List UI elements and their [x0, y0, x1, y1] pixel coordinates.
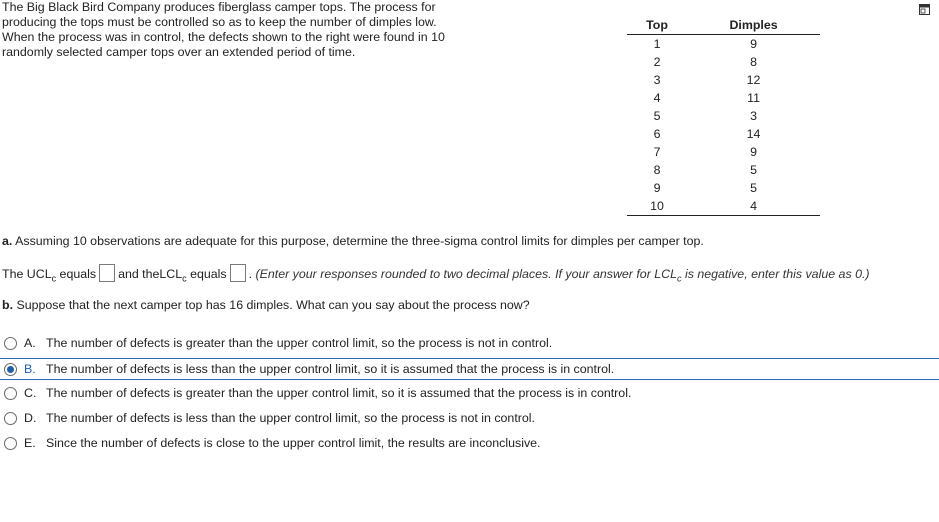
table-row	[627, 35, 820, 54]
ucl-label: The UCL	[2, 267, 52, 281]
table-row	[627, 125, 820, 143]
option-e[interactable]	[0, 433, 939, 455]
option-letter: B.	[24, 362, 36, 376]
lcl-subscript: c	[182, 273, 187, 284]
cell-top: 8	[653, 163, 661, 177]
table-row	[627, 53, 820, 71]
cell-dimples: 4	[687, 197, 820, 216]
option-text: Since the number of defects is close to the upper control limit, the results are inconclusive.	[46, 436, 541, 450]
ucl-equals: equals	[59, 267, 97, 281]
cell-dimples: 5	[750, 163, 757, 177]
cell-dimples: 8	[750, 55, 757, 69]
part-a-label: a.	[2, 234, 13, 248]
cell-dimples: 11	[747, 91, 760, 105]
cell-dimples: 12	[746, 73, 761, 87]
cell-dimples: 5	[750, 181, 757, 195]
column-header-dimples: Dimples	[687, 16, 820, 35]
ucl-subscript: c	[51, 273, 57, 284]
option-letter: A.	[24, 336, 36, 350]
cell-top: 9	[653, 181, 661, 195]
cell-top: 10	[627, 197, 687, 216]
cell-top: 6	[653, 127, 661, 141]
cell-top: 1	[653, 37, 661, 51]
table-row	[627, 197, 820, 216]
answer-line: The $UCL_c$ equals and theLCL$_c$ equals . (Enter your responses rounded to two decimal places. If your answer for $LCL_c$ is negative, enter this value as 0.)	[2, 264, 870, 283]
cell-top: 7	[653, 145, 661, 159]
column-header-top: Top	[627, 16, 687, 35]
option-a[interactable]	[0, 333, 939, 355]
cell-dimples: 9	[750, 37, 757, 51]
table-header-row	[627, 16, 820, 35]
option-text: The number of defects is less than the upper control limit, so it is assumed that the process is in control.	[46, 362, 615, 376]
cell-dimples: 14	[746, 127, 761, 141]
answer-hint: (Enter your responses rounded to two decimal places. If your answer for $LCL_c$ is negative, enter this value as 0.)	[255, 267, 870, 284]
lcl-input[interactable]	[230, 264, 246, 282]
radio-button[interactable]	[4, 437, 17, 450]
option-b[interactable]	[0, 358, 939, 380]
table-row	[627, 89, 820, 107]
option-letter: C.	[24, 386, 37, 400]
radio-button[interactable]	[4, 387, 17, 400]
part-b-label: b.	[2, 298, 14, 312]
dimples-table	[627, 16, 820, 216]
radio-button[interactable]	[4, 363, 17, 376]
part-a-text: Assuming 10 observations are adequate for this purpose, determine the three-sigma control limits for dimples per camper top.	[15, 234, 704, 248]
lcl-equals: equals	[190, 267, 227, 281]
table-row	[627, 143, 820, 161]
cell-top: 3	[653, 73, 661, 87]
ucl-input[interactable]	[99, 264, 115, 282]
option-d[interactable]	[0, 408, 939, 430]
cell-dimples: 3	[750, 109, 757, 123]
cell-top: 2	[653, 55, 661, 69]
part-b-text: Suppose that the next camper top has 16 dimples. What can you say about the process now?	[16, 298, 530, 312]
radio-button[interactable]	[4, 412, 17, 425]
cell-dimples: 9	[750, 145, 757, 159]
option-letter: D.	[24, 411, 37, 425]
option-text: The number of defects is greater than the upper control limit, so the process is not in control.	[46, 336, 553, 350]
cell-top: 5	[653, 109, 661, 123]
option-text: The number of defects is greater than the upper control limit, so it is assumed that the process is in control.	[46, 386, 632, 400]
cell-top: 4	[653, 91, 661, 105]
problem-intro: The Big Black Bird Company produces fiberglass camper tops. The process for producing the tops must be controlled so as to keep the number of dimples low. When the process was in control, the defects shown to the right were found in 10 randomly selected camper tops over an extended period of time.	[2, 0, 445, 59]
radio-button[interactable]	[4, 337, 17, 350]
expand-icon[interactable]	[919, 4, 930, 15]
table-row	[627, 161, 820, 179]
table-row	[627, 179, 820, 197]
part-a-question	[2, 234, 704, 248]
option-c[interactable]	[0, 383, 939, 405]
option-text: The number of defects is less than the upper control limit, so the process is not in control.	[46, 411, 535, 425]
option-letter: E.	[24, 436, 36, 450]
table-row	[627, 71, 820, 89]
lcl-label: and theLCL	[118, 267, 183, 281]
table-row	[627, 107, 820, 125]
part-b-question	[2, 298, 530, 312]
